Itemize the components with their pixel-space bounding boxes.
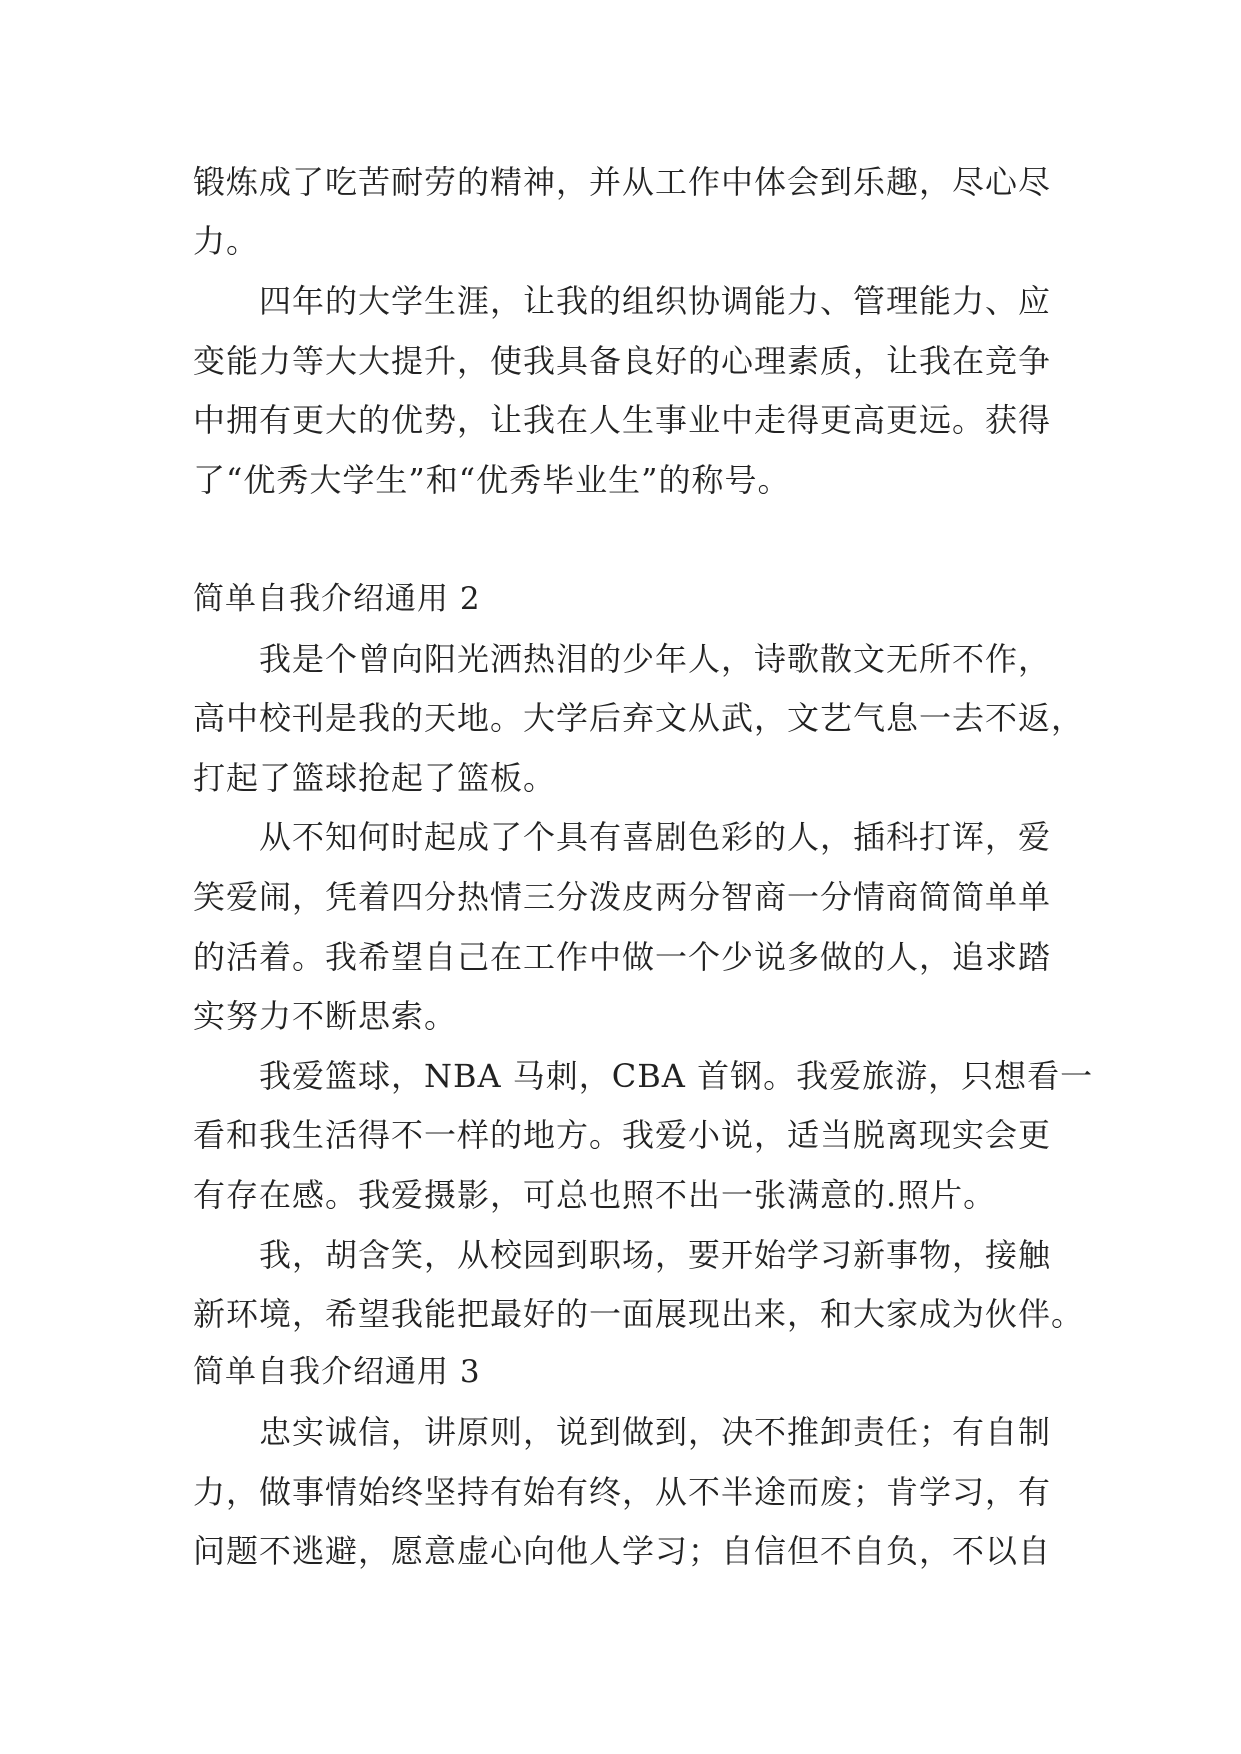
text-line: 高中校刊是我的天地。大学后弃文从武，文艺气息一去不返，	[193, 699, 1085, 737]
text-line: 的活着。我希望自己在工作中做一个少说多做的人，追求踏	[193, 938, 1052, 976]
paragraph-start-line: 我是个曾向阳光洒热泪的少年人，诗歌散文无所不作，	[259, 640, 1052, 678]
text-line: 中拥有更大的优势，让我在人生事业中走得更高更远。获得	[193, 401, 1052, 439]
paragraph-start-line: 四年的大学生涯，让我的组织协调能力、管理能力、应	[259, 282, 1052, 320]
section-heading-2: 简单自我介绍通用 2	[193, 581, 481, 617]
section-heading-3: 简单自我介绍通用 3	[193, 1354, 481, 1390]
text-line: 打起了篮球抢起了篮板。	[193, 759, 557, 797]
text-line: 有存在感。我爱摄影，可总也照不出一张满意的.照片。	[193, 1176, 997, 1214]
text-line: 力，做事情始终坚持有始有终，从不半途而废；肯学习，有	[193, 1473, 1052, 1511]
text-line: 锻炼成了吃苦耐劳的精神，并从工作中体会到乐趣，尽心尽	[193, 163, 1052, 201]
text-line: 了“优秀大学生”和“优秀毕业生”的称号。	[193, 461, 791, 499]
paragraph-start-line: 我爱篮球，NBA 马刺，CBA 首钢。我爱旅游，只想看一	[259, 1057, 1094, 1095]
text-line: 新环境，希望我能把最好的一面展现出来，和大家成为伙伴。	[193, 1295, 1085, 1333]
paragraph-start-line: 从不知何时起成了个具有喜剧色彩的人，插科打诨，爱	[259, 818, 1052, 856]
text-line: 实努力不断思索。	[193, 997, 458, 1035]
text-line: 问题不逃避，愿意虚心向他人学习；自信但不自负，不以自	[193, 1532, 1052, 1570]
text-line: 力。	[193, 222, 260, 260]
text-line: 笑爱闹，凭着四分热情三分泼皮两分智商一分情商简简单单	[193, 878, 1052, 916]
text-line: 变能力等大大提升，使我具备良好的心理素质，让我在竞争	[193, 342, 1052, 380]
text-line: 看和我生活得不一样的地方。我爱小说，适当脱离现实会更	[193, 1116, 1052, 1154]
paragraph-start-line: 忠实诚信，讲原则，说到做到，决不推卸责任；有自制	[259, 1413, 1052, 1451]
paragraph-start-line: 我，胡含笑，从校园到职场，要开始学习新事物，接触	[259, 1236, 1052, 1274]
